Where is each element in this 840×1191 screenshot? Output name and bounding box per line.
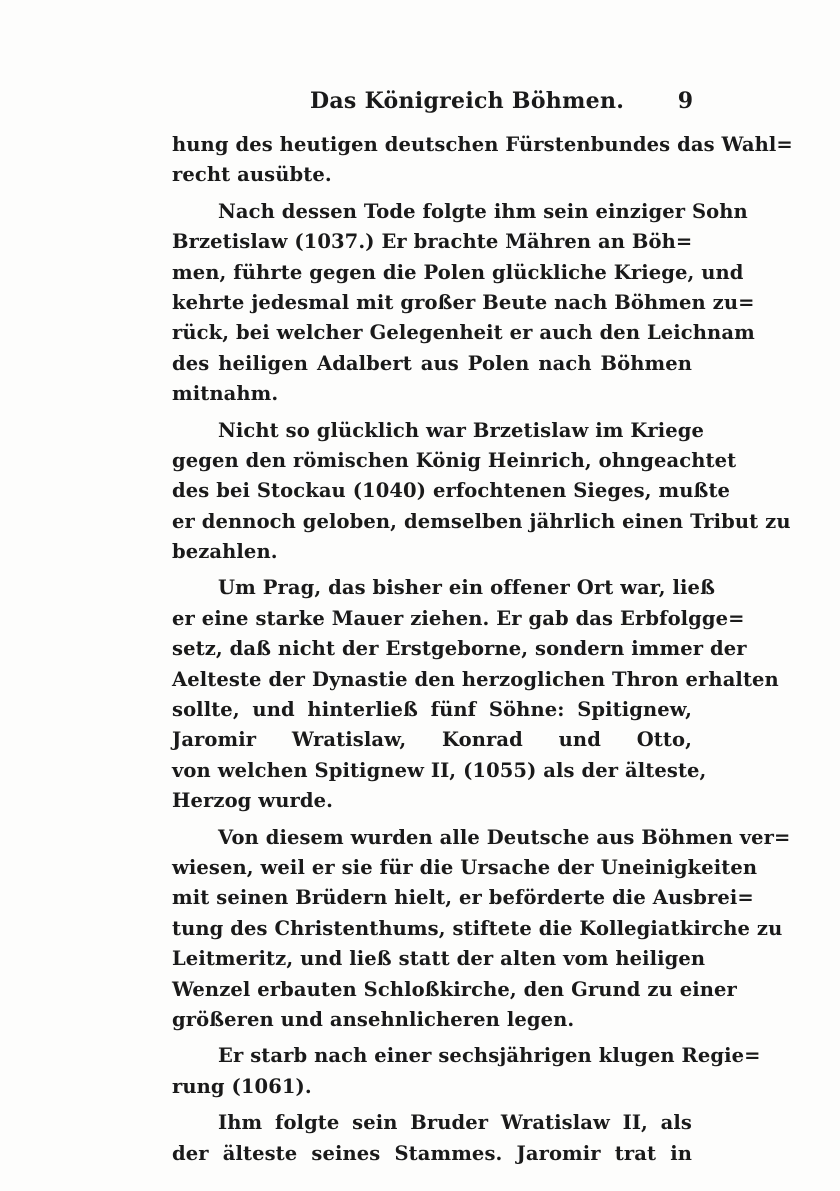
text-line: rung (1061). [172, 1074, 312, 1098]
text-line: rück, bei welcher Gelegenheit er auch den Leichnam [172, 321, 755, 345]
text-line: Wenzel erbauten Schloßkirche, den Grund zu einer [172, 977, 737, 1001]
text-line: der älteste seines Stammes. Jaromir trat in [172, 1141, 692, 1165]
text-line: men, führte gegen die Polen glückliche Kriege, und [172, 260, 744, 284]
text-line: mit seinen Brüdern hielt, er beförderte die Ausbrei= [172, 886, 754, 910]
text-line: gegen den römischen König Heinrich, ohngeachtet [172, 448, 737, 472]
text-line: er eine starke Mauer ziehen. Er gab das Erbfolgge= [172, 606, 745, 630]
page-number: 9 [677, 88, 693, 114]
text-line: Um Prag, das bisher ein offener Ort war, ließ [218, 576, 715, 600]
text-line: Ihm folgte sein Bruder Wratislaw II, als [218, 1111, 692, 1135]
text-line: mitnahm. [172, 382, 279, 406]
text-line: Leitmeritz, und ließ statt der alten vom heiligen [172, 947, 706, 971]
text-line: Nach dessen Tode folgte ihm sein einziger Sohn [218, 199, 748, 223]
text-line: sollte, und hinterließ fünf Söhne: Spitignew, [172, 698, 692, 722]
text-line: tung des Christenthums, stiftete die Kollegiatkirche zu [172, 916, 783, 940]
text-line: kehrte jedesmal mit großer Beute nach Böhmen zu= [172, 290, 755, 314]
text-line: Brzetislaw (1037.) Er brachte Mähren an Böh= [172, 230, 693, 254]
text-line: Nicht so glücklich war Brzetislaw im Kriege [218, 418, 705, 442]
text-line: größeren und ansehnlicheren legen. [172, 1007, 575, 1031]
text-line: Er starb nach einer sechsjährigen klugen Regie= [218, 1044, 761, 1068]
text-line: von welchen Spitignew II, (1055) als der älteste, [172, 758, 707, 782]
text-line: Jaromir Wratislaw, Konrad und Otto, [172, 728, 692, 752]
text-line: des bei Stockau (1040) erfochtenen Sieges, mußte [172, 479, 731, 503]
page-header [175, 88, 705, 118]
text-line: des heiligen Adalbert aus Polen nach Böhmen [172, 351, 692, 375]
text-line: Herzog wurde. [172, 789, 333, 813]
text-line: hung des heutigen deutschen Fürstenbundes das Wahl= [172, 133, 793, 156]
text-line: setz, daß nicht der Erstgeborne, sondern immer der [172, 637, 747, 661]
text-line: er dennoch geloben, demselben jährlich einen Tribut zu [172, 509, 791, 533]
text-line: Von diesem wurden alle Deutsche aus Böhmen ver= [218, 825, 791, 849]
text-line: wiesen, weil er sie für die Ursache der Uneinigkeiten [172, 855, 758, 879]
running-title: Das Königreich Böhmen. [310, 88, 625, 114]
text-line: Aelteste der Dynastie den herzoglichen Thron erhalten [172, 667, 779, 691]
body-text [172, 130, 793, 1169]
text-line: recht ausübte. [172, 163, 332, 187]
text-line: bezahlen. [172, 540, 278, 564]
